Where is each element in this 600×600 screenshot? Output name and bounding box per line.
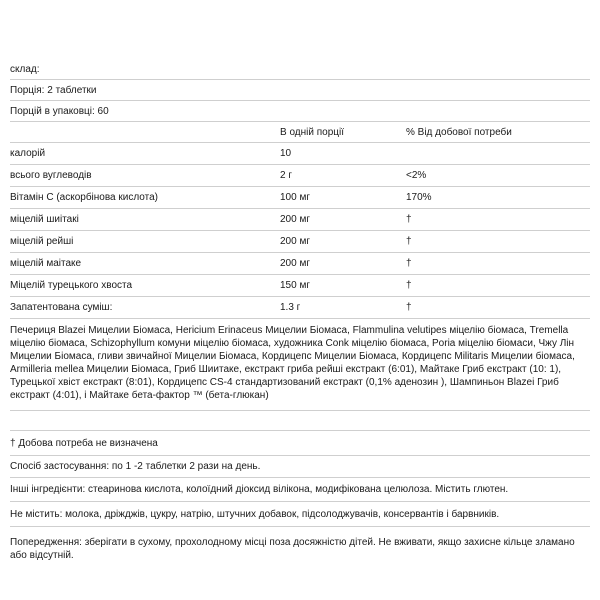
warning-line: або відсутній. [10, 550, 74, 561]
nutrient-amount: 200 мг [280, 236, 310, 247]
nutrient-dv: 170% [406, 192, 432, 203]
nutrient-name: міцелій рейші [10, 236, 74, 247]
nutrient-dv: † [406, 258, 412, 269]
nutrient-row [10, 165, 590, 187]
servings-per-container: Порцій в упаковці: 60 [10, 106, 109, 117]
blend-line: Печериця Blazei Мицелии Біомаса, Hericium Erinaceus Мицелии Біомаса, Flammulina velutipes міцелію біомаса, Tremella [10, 325, 569, 336]
nutrient-amount: 2 г [280, 170, 292, 181]
nutrient-dv: <2% [406, 170, 427, 181]
nutrient-amount: 10 [280, 148, 292, 159]
nutrient-row [10, 143, 590, 165]
nutrient-amount: 200 мг [280, 214, 310, 225]
nutrient-amount: 150 мг [280, 280, 310, 291]
proprietary-blend-text [10, 319, 590, 411]
nutrient-name: всього вуглеводів [10, 170, 92, 181]
nutrient-row [10, 275, 590, 297]
nutrient-name: калорій [10, 148, 46, 159]
nutrient-name: Міцелій турецького хвоста [10, 280, 133, 291]
nutrient-row [10, 209, 590, 231]
nutrient-amount: 1.3 г [280, 302, 301, 313]
nutrient-name: міцелій шиітакі [10, 214, 79, 225]
nutrient-name: Вітамін С (аскорбінова кислота) [10, 192, 159, 203]
blend-line: Турецької хвіст екстракт (8:01), Кордицепс CS-4 стандартизований екстракт (0,1% аденозин ), Шампиньон Blazei Гриб [10, 377, 559, 388]
nutrient-dv: † [406, 302, 412, 313]
daily-value-header: % Від добової потреби [406, 127, 512, 138]
blend-line: міцелію біомаса, Schizophyllum комуни міцелію біомаса, художника Conk міцелію біомаса, Poria міцелію біомаси, Чжу Лін [10, 338, 575, 349]
table-header-row [10, 122, 590, 143]
nutrient-dv: † [406, 236, 412, 247]
per-serving-header: В одній порції [280, 127, 344, 138]
nutrient-amount: 100 мг [280, 192, 310, 203]
nutrient-name: Запатентована суміш: [10, 302, 113, 313]
nutrient-name: міцелій маітаке [10, 258, 82, 269]
nutrient-amount: 200 мг [280, 258, 310, 269]
nutrient-row [10, 187, 590, 209]
blend-line: Armilleria mellea Мицелии Біомаса, Гриб Шиитаке, екстракт гриба рейші екстракт (6:01), Майтаке Гриб екстракт (10: 1), [10, 364, 562, 375]
does-not-contain: Не містить: молока, дріжджів, цукру, натрію, штучних добавок, підсолоджувачів, консервантів і барвників. [10, 502, 590, 527]
nutrient-row [10, 253, 590, 275]
serving-size-row [10, 80, 590, 101]
usage-directions: Спосіб застосування: по 1 -2 таблетки 2 рази на день. [10, 456, 590, 478]
nutrient-dv: † [406, 280, 412, 291]
composition-title-row [10, 59, 590, 80]
other-ingredients: Інші інгредієнти: стеаринова кислота, колоїдний діоксид вілікона, модифікована целюлоза. Містить глютен. [10, 478, 590, 502]
warning-line: Попередження: зберігати в сухому, прохолодному місці поза досяжністю дітей. Не вживати, якщо захисне кільце зламано [10, 537, 575, 548]
blend-line: Мицелии Біомаса, гливи звичайної Мицелии Біомаса, Кордицепс Мицелии Біомаса, Кордицепс Militaris Мицелии біомаса, [10, 351, 575, 362]
blend-line: екстракт (4:01), і Майтаке бета-фактор ™ (бета-глюкан) [10, 390, 269, 401]
nutrient-row [10, 297, 590, 319]
supplement-facts-panel [10, 59, 590, 562]
blank-row [10, 411, 590, 431]
composition-title: склад: [10, 64, 40, 75]
nutrient-dv: † [406, 214, 412, 225]
serving-size: Порція: 2 таблетки [10, 85, 97, 96]
warning-text [10, 527, 590, 562]
daily-value-footnote: † Добова потреба не визначена [10, 431, 590, 456]
servings-per-container-row [10, 101, 590, 122]
nutrient-row [10, 231, 590, 253]
